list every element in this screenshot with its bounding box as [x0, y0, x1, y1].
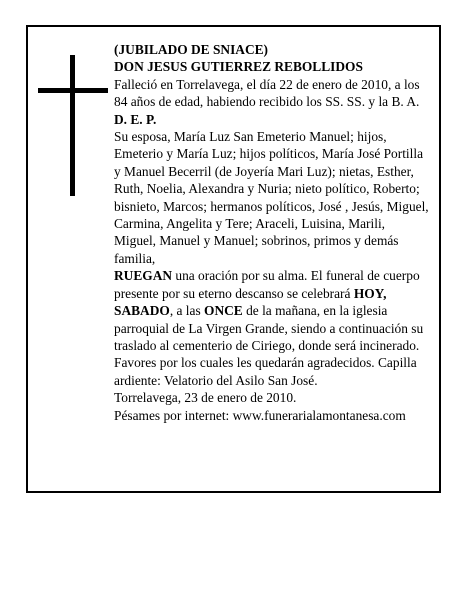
- obituary-frame: [26, 25, 441, 493]
- dep-line: D. E. P.: [114, 111, 157, 127]
- ruegan-word: RUEGAN: [114, 268, 173, 284]
- cross-icon-bar: [38, 88, 108, 93]
- funeral-day: HOY, SABADO: [114, 285, 387, 319]
- funeral-paragraph: [114, 267, 430, 389]
- place-date: Torrelavega, 23 de enero de 2010.: [114, 390, 297, 406]
- deceased-name: DON JESUS GUTIERREZ REBOLLIDOS: [114, 59, 363, 75]
- funeral-text-3: de la mañana, en la iglesia parroquial de La Virgen Grande, siendo a continuación su traslado al cementerio de Ciriego, donde será incinerado. Favores por los cuales les quedarán agradecidos. Capilla ardiente: Velatorio del Asilo San José.: [114, 303, 424, 388]
- funeral-text-1: una oración por su alma. El funeral de cuerpo presente por su eterno descanso se celebrará: [114, 268, 420, 301]
- funeral-text-2: , a las: [169, 303, 205, 319]
- family-list: Su esposa, María Luz San Emeterio Manuel; hijos, Emeterio y María Luz; hijos políticos, María José Portilla y Manuel Becerril (de Joyería Mari Luz); nietas, Esther, Ruth, Noelia, Alexandra y Nuria; nieto político, Roberto; bisnieto, Marcos; hermanos políticos, José , Jesús, Miguel, Carmina, Angelita y Tere; Araceli, Luisina, Marili, Miguel, Manuel y Manuel; sobrinos, primos y demás familia,: [114, 129, 429, 266]
- retired-from-line: (JUBILADO DE SNIACE): [114, 42, 269, 57]
- obituary-text: [114, 41, 430, 424]
- cross-icon: [70, 55, 75, 196]
- death-details: Falleció en Torrelavega, el día 22 de enero de 2010, a los 84 años de edad, habiendo recibido los SS. SS. y la B. A.: [114, 76, 420, 110]
- funeral-hour: ONCE: [204, 303, 243, 319]
- condolences-line: Pésames por internet: www.funerarialamontanesa.com: [114, 407, 406, 423]
